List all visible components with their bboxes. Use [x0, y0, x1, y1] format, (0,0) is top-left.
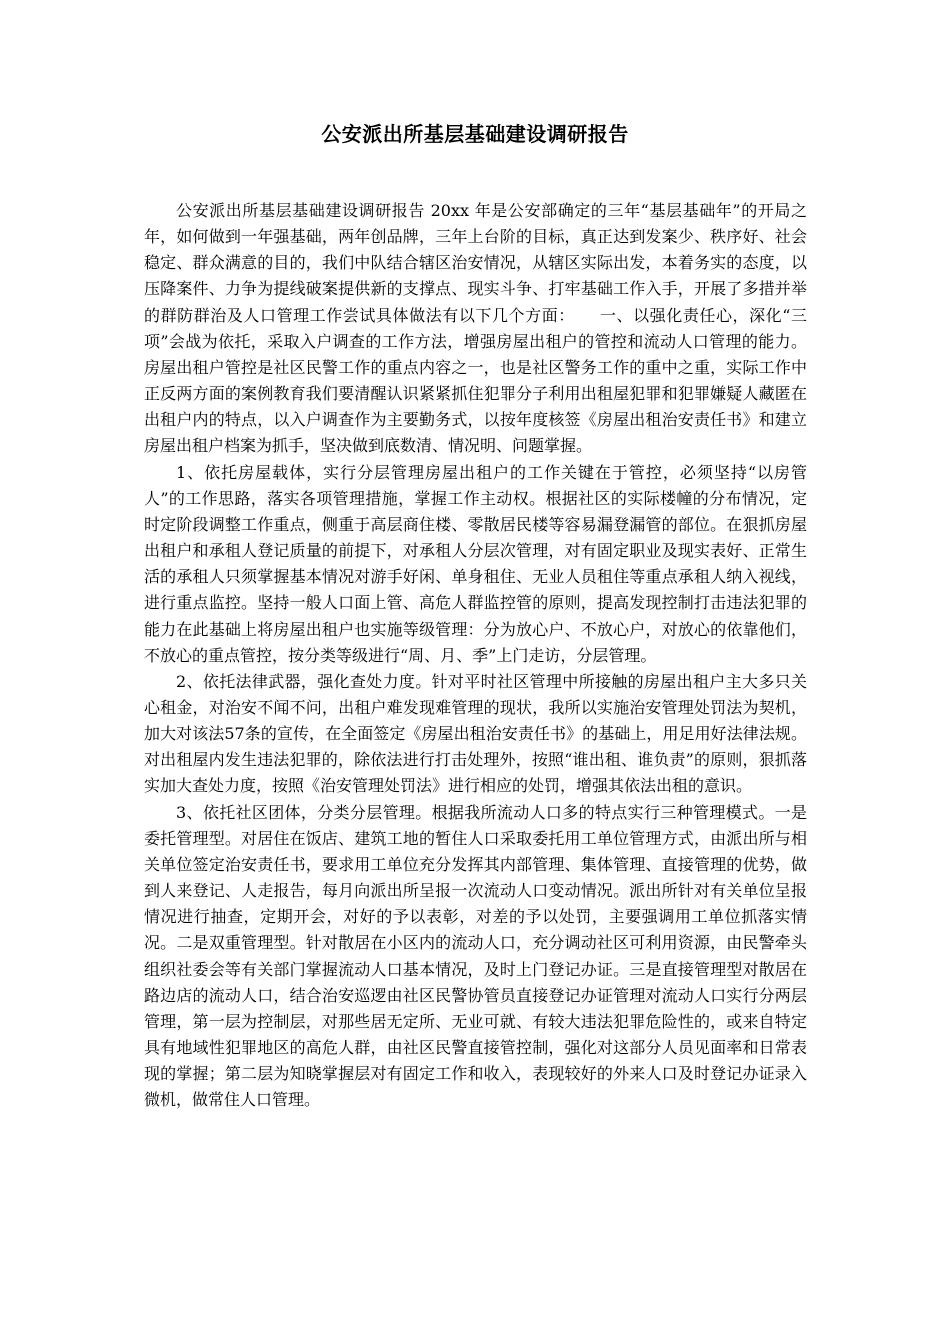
paragraph-intro: 公安派出所基层基础建设调研报告 20xx 年是公安部确定的三年“基层基础年”的开局之年，如何做到一年强基础，两年创品牌，三年上台阶的目标，真正达到发案少、秩序好、社会稳定、群众满意的目的，我们中队结合辖区治安情况，从辖区实际出发，本着务实的态度，以压降案件、力争为提线破案提供新的支撑点、现实斗争、打牢基础工作入手，开展了多措并举的群防群治及人口管理工作尝试具体做法有以下几个方面： 一、以强化责任心，深化“三项”会战为依托，采取入户调查的工作方法，增强房屋出租户的管控和流动人口管理的能力。房屋出租户管控是社区民警工作的重点内容之一，也是社区警务工作的重中之重，实际工作中正反两方面的案例教育我们要清醒认识紧紧抓住犯罪分子利用出租屋犯罪和犯罪嫌疑人藏匿在出租户内的特点，以入户调查作为主要勤务式，以按年度核签《房屋出租治安责任书》和建立房屋出租户档案为抓手，坚决做到底数清、情况明、问题掌握。: [144, 201, 807, 456]
paragraph-item-2: 2、依托法律武器，强化查处力度。针对平时社区管理中所接触的房屋出租户主大多只关心租金，对治安不闻不问，出租户难发现难管理的现状，我所以实施治安管理处罚法为契机，加大对该法57条的宣传，在全面签定《房屋出租治安责任书》的基础上，用足用好法律法规。对出租屋内发生违法犯罪的，除依法进行打击处理外，按照“谁出租、谁负责”的原则，狠抓落实加大查处力度，按照《治安管理处罚法》进行相应的处罚，增强其依法出租的意识。: [144, 671, 807, 796]
paragraph-item-1: 1、依托房屋载体，实行分层管理房屋出租户的工作关键在于管控，必须坚持“以房管人”的工作思路，落实各项管理措施，掌握工作主动权。根据社区的实际楼幢的分布情况，定时定阶段调整工作重点，侧重于高层商住楼、零散居民楼等容易漏登漏管的部位。在狠抓房屋出租户和承租人登记质量的前提下，对承租人分层次管理，对有固定职业及现实表好、正常生活的承租人只须掌握基本情况对游手好闲、单身租住、无业人员租住等重点承租人纳入视线，进行重点监控。坚持一般人口面上管、高危人群监控管的原则，提高发现控制打击违法犯罪的能力在此基础上将房屋出租户也实施等级管理：分为放心户、不放心户，对放心的依靠他们，不放心的重点管控，按分类等级进行“周、月、季”上门走访，分层管理。: [144, 462, 807, 665]
paragraph-item-3: 3、依托社区团体，分类分层管理。根据我所流动人口多的特点实行三种管理模式。一是委托管理型。对居住在饭店、建筑工地的暂住人口采取委托用工单位管理方式，由派出所与相关单位签定治安责任书，要求用工单位充分发挥其内部管理、集体管理、直接管理的优势，做到人来登记、人走报告，每月向派出所呈报一次流动人口变动情况。派出所针对有关单位呈报情况进行抽查，定期开会，对好的予以表彰，对差的予以处罚，主要强调用工单位抓落实情况。二是双重管理型。针对散居在小区内的流动人口，充分调动社区可利用资源，由民警牵头组织社委会等有关部门掌握流动人口基本情况，及时上门登记办证。三是直接管理型对散居在路边店的流动人口，结合治安巡逻由社区民警协管员直接登记办证管理对流动人口实行分两层管理，第一层为控制层，对那些居无定所、无业可就、有较大违法犯罪危险性的，或来自特定具有地域性犯罪地区的高危人群，由社区民警直接管控制，强化对这部分人员见面率和日常表现的掌握；第二层为知晓掌握层对有固定工作和收入，表现较好的外来人口及时登记办证录入微机，做常住人口管理。: [144, 802, 807, 1110]
document-body: [144, 198, 807, 1113]
document-title: 公安派出所基层基础建设调研报告: [321, 122, 629, 146]
